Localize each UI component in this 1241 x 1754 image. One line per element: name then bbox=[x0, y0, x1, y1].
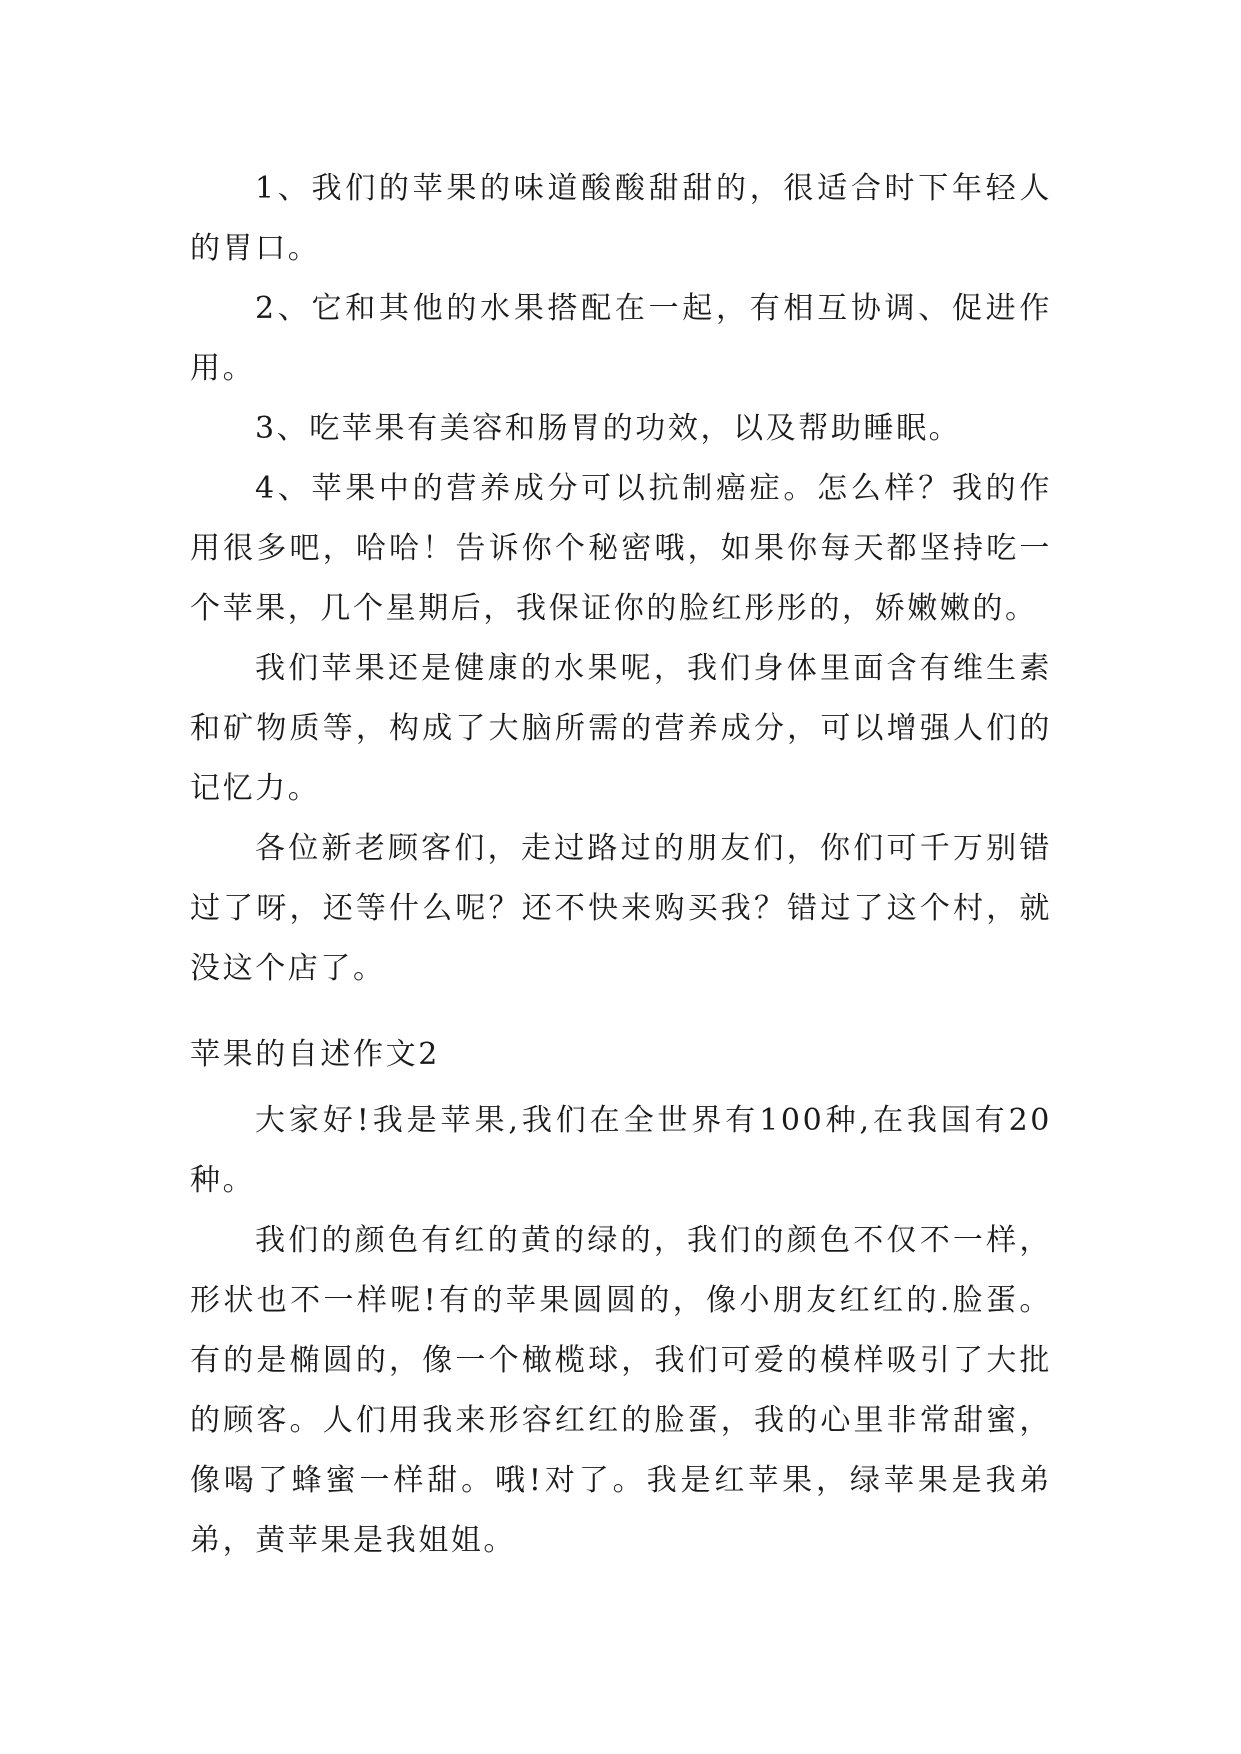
paragraph-3: 3、吃苹果有美容和肠胃的功效，以及帮助睡眠。 bbox=[255, 411, 962, 446]
paragraph-4: 4、苹果中的营养成分可以抗制癌症。怎么样？我的作用很多吧，哈哈！告诉你个秘密哦，如果你每天都坚持吃一个苹果，几个星期后，我保证你的脸红彤彤的，娇嫩嫩的。 bbox=[190, 471, 1052, 626]
paragraph-5: 我们苹果还是健康的水果呢，我们身体里面含有维生素和矿物质等，构成了大脑所需的营养成分，可以增强人们的记忆力。 bbox=[190, 651, 1052, 806]
essay-2-title: 苹果的自述作文2 bbox=[190, 1037, 440, 1072]
paragraph-8: 我们的颜色有红的黄的绿的，我们的颜色不仅不一样，形状也不一样呢!有的苹果圆圆的，像小朋友红红的.脸蛋。有的是椭圆的，像一个橄榄球，我们可爱的模样吸引了大批的顾客。人们用我来形容红红的脸蛋，我的心里非常甜蜜，像喝了蜂蜜一样甜。哦!对了。我是红苹果，绿苹果是我弟弟，黄苹果是我姐姐。 bbox=[190, 1223, 1052, 1558]
paragraph-6: 各位新老顾客们，走过路过的朋友们，你们可千万别错过了呀，还等什么呢？还不快来购买我？错过了这个村，就没这个店了。 bbox=[190, 831, 1052, 986]
essay-section-1 bbox=[190, 159, 1052, 999]
paragraph-7: 大家好!我是苹果,我们在全世界有100种,在我国有20种。 bbox=[190, 1103, 1052, 1198]
essay-section-2 bbox=[190, 1091, 1052, 1571]
paragraph-1: 1、我们的苹果的味道酸酸甜甜的，很适合时下年轻人的胃口。 bbox=[190, 171, 1052, 266]
paragraph-2: 2、它和其他的水果搭配在一起，有相互协调、促进作用。 bbox=[190, 291, 1052, 386]
